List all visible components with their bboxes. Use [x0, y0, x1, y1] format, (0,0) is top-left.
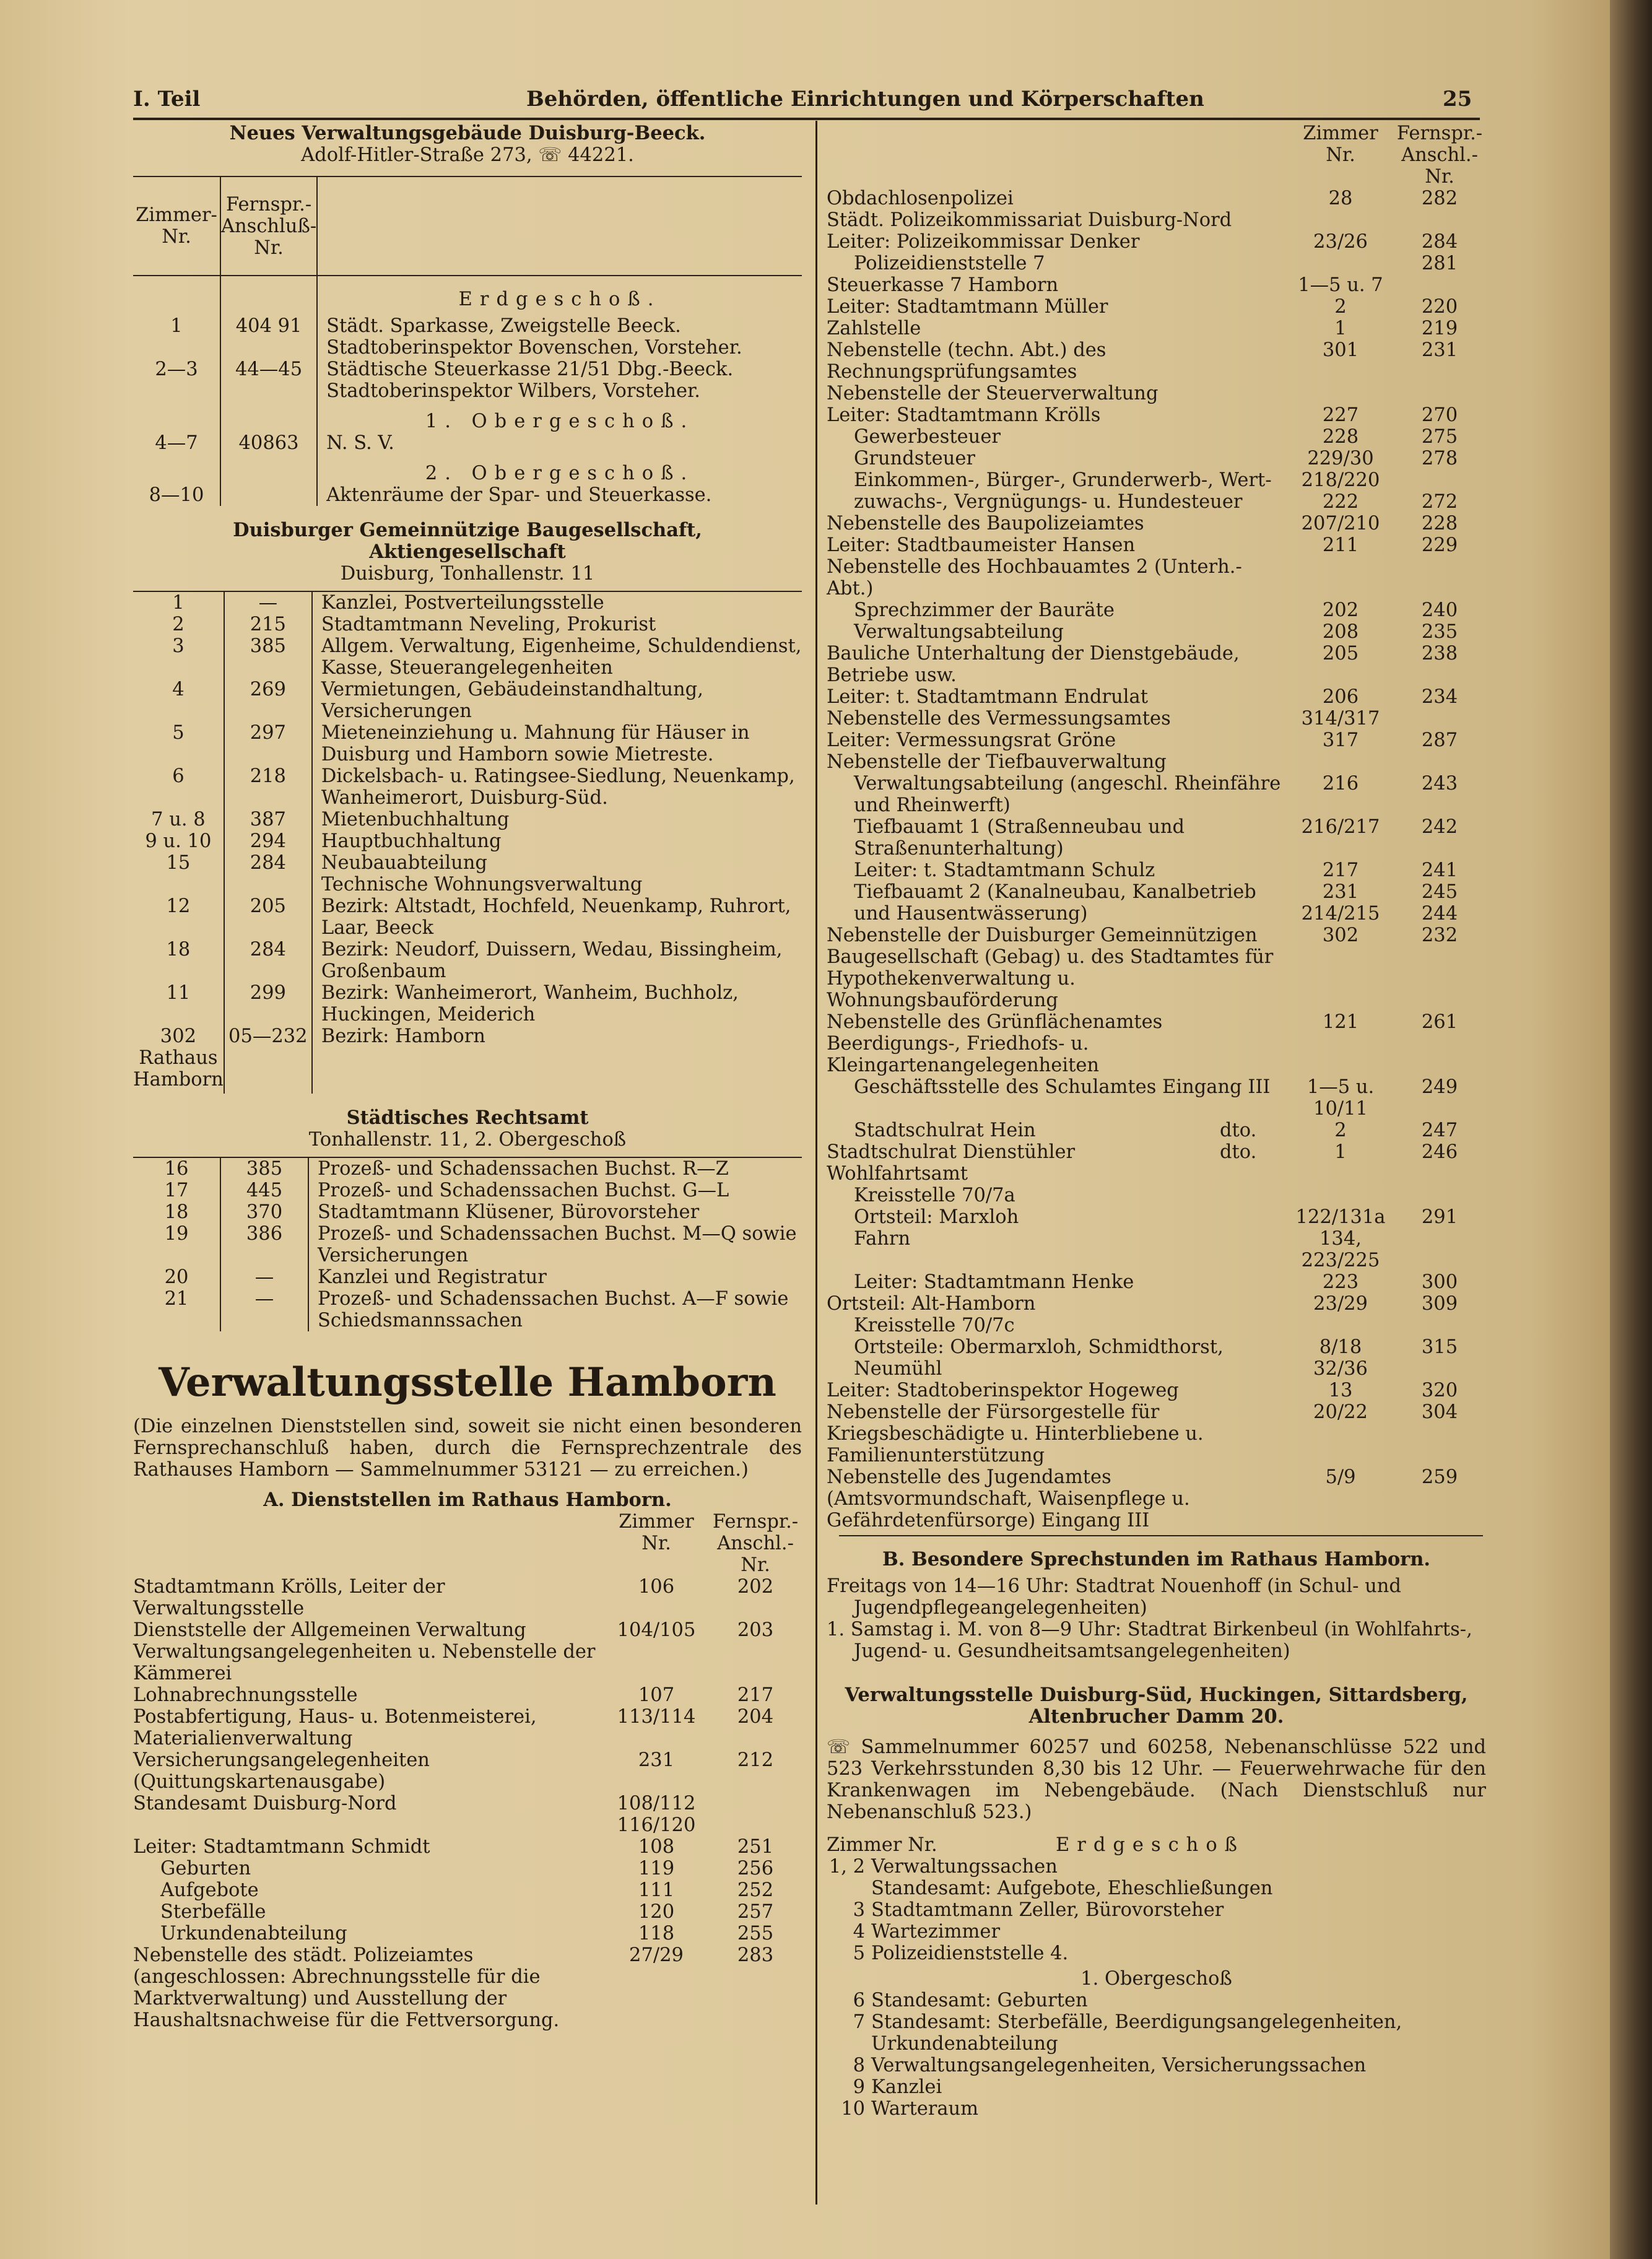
column-divider: [815, 121, 817, 2205]
list-item: Nebenstelle des Hochbauamtes 2 (Unterh.-Abt.): [827, 556, 1242, 599]
list-item: Kreisstelle 70/7a: [854, 1185, 1015, 1206]
table-row: 1 — Kanzlei, Postverteilungsstelle: [133, 591, 802, 614]
table-row: 2 215 Stadtamtmann Neveling, Prokurist: [133, 614, 802, 635]
sec4-col-zimmer: Zimmer Nr.: [619, 1511, 694, 1554]
list-item: Leiter: t. Stadtamtmann Schulz 217 241: [854, 860, 1458, 881]
sud-col-zimmer: Zimmer Nr.: [827, 1834, 937, 1856]
table-row: 4 269 Vermietungen, Gebäudeinstandhaltung, Versicherungen: [133, 679, 802, 722]
list-item: 6 Standesamt: Geburten: [853, 1990, 1088, 2011]
list-item: 4 Wartezimmer: [853, 1921, 1001, 1943]
sud-floor1: 1. Obergeschoß: [1080, 1968, 1232, 1990]
sec4-title: Verwaltungsstelle Hamborn: [159, 1359, 776, 1406]
list-item: Neumühl 32/36: [854, 1358, 1368, 1380]
table-row: 19 386 Prozeß- und Schadenssachen Buchst. M—Q sowie Versicherungen: [133, 1223, 802, 1266]
header-part: I. Teil: [133, 87, 201, 111]
list-item: Nebenstelle (techn. Abt.) des Rechnungsprüfungsamtes 301 231: [827, 339, 1458, 383]
list-item: Urkundenabteilung 118 255: [160, 1923, 774, 1944]
sec1-address: Adolf-Hitler-Straße 273, ☏ 44221.: [301, 144, 634, 166]
sec4-subtitle: A. Dienststellen im Rathaus Hamborn.: [263, 1489, 672, 1511]
table-row: 2—3 44—45 Städtische Steuerkasse 21/51 Dbg.-Beeck.: [133, 359, 802, 380]
b-title: B. Besondere Sprechstunden im Rathaus Hamborn.: [882, 1548, 1431, 1570]
section-rule: [839, 1535, 1483, 1536]
table-row: 6 218 Dickelsbach- u. Ratingsee-Siedlung, Neuenkamp, Wanheimerort, Duisburg-Süd.: [133, 765, 802, 809]
sec1-col-zimmer: Zimmer-Nr.: [133, 176, 220, 276]
list-item: Leiter: Stadtamtmann Schmidt 108 251: [133, 1836, 774, 1858]
header-title: Behörden, öffentliche Einrichtungen und Körperschaften: [526, 87, 1204, 111]
list-item: Grundsteuer 229/30 278: [854, 448, 1458, 469]
list-item: Leiter: Stadtoberinspektor Hogeweg 13 320: [827, 1380, 1458, 1401]
table-row: 3 385 Allgem. Verwaltung, Eigenheime, Schuldendienst, Kasse, Steuerangelegenheiten: [133, 635, 802, 679]
list-item: Lohnabrechnungsstelle 107 217: [133, 1684, 774, 1706]
list-item: Sprechzimmer der Bauräte 202 240: [854, 599, 1458, 621]
list-item: Dienststelle der Allgemeinen Verwaltung Verwaltungsangelegenheiten u. Nebenstelle der Kämmerei 104/105 203: [133, 1619, 774, 1684]
sec1-floor0: Erdgeschoß.: [458, 289, 661, 310]
sud-info: ☏ Sammelnummer 60257 und 60258, Nebenanschlüsse 522 und 523 Verkehrsstunden 8,30 bis 12 Uhr. — Feuerwehrwache für den Krankenwagen im Nebengebäude. (Nach Dienstschluß nur Nebenanschluß 523.): [827, 1736, 1486, 1823]
list-item: Verwaltungsabteilung 208 235: [854, 621, 1458, 643]
table-row: 1 404 91 Städt. Sparkasse, Zweigstelle Beeck.: [133, 315, 802, 337]
list-item: Leiter: Polizeikommissar Denker 23/26 284: [827, 231, 1458, 253]
list-item: Polizeidienststelle 7 281: [854, 253, 1458, 274]
left-column: [133, 123, 802, 2031]
table-row: 21 — Prozeß- und Schadenssachen Buchst. A—F sowie Schiedsmannssachen: [133, 1288, 802, 1331]
list-item: Nebenstelle des Jugendamtes (Amtsvormundschaft, Waisenpflege u. Gefährdetenfürsorge) Eingang III 5/9 259: [827, 1466, 1458, 1531]
list-item: Nebenstelle des städt. Polizeiamtes (angeschlossen: Abrechnungsstelle für die Marktverwaltung) und Ausstellung der Haushaltsnachweise für die Fettversorgung. 27/29 283: [133, 1944, 774, 2031]
list-item: Leiter: t. Stadtamtmann Endrulat 206 234: [827, 686, 1458, 708]
sec1-floor1: 1. Obergeschoß.: [425, 411, 695, 432]
list-item: 7 Standesamt: Sterbefälle, Beerdigungsangelegenheiten, Urkundenabteilung: [853, 2011, 1402, 2055]
list-item: Nebenstelle des Grünflächenamtes Beerdigungs-, Friedhofs- u. Kleingartenangelegenheiten 121 261: [827, 1011, 1458, 1076]
list-item: 10 Warteraum: [841, 2098, 979, 2120]
sec3-table: [133, 1157, 802, 1331]
list-item: Nebenstelle der Steuerverwaltung: [827, 383, 1159, 404]
list-item: Versicherungsangelegenheiten (Quittungskartenausgabe) 231 212: [133, 1749, 774, 1793]
list-item: Obdachlosenpolizei 28 282: [827, 188, 1458, 209]
b-item-1: Freitags von 14—16 Uhr: Stadtrat Nouenhoff (in Schul- und Jugendpflegeangelegenheiten): [827, 1575, 1401, 1619]
sec1-table: [133, 176, 802, 506]
list-item: und Hausentwässerung) 214/215 244: [854, 903, 1458, 925]
list-item: Standesamt Duisburg-Nord 108/112 116/120: [133, 1793, 696, 1836]
table-row: 16 385 Prozeß- und Schadenssachen Buchst. R—Z: [133, 1157, 802, 1180]
list-item: Leiter: Stadtamtmann Henke 223 300: [854, 1271, 1458, 1293]
table-row: 18 370 Stadtamtmann Klüsener, Bürovorsteher: [133, 1201, 802, 1223]
sud-title-1: Verwaltungsstelle Duisburg-Süd, Huckingen, Sittardsberg,: [845, 1684, 1468, 1706]
table-row: Stadtoberinspektor Wilbers, Vorsteher.: [133, 380, 802, 402]
list-item: Aufgebote 111 252: [160, 1879, 774, 1901]
sud-title-2: Altenbrucher Damm 20.: [1028, 1705, 1284, 1728]
header-rule: [133, 118, 1480, 120]
table-row: 9 u. 10 294 Hauptbuchhaltung: [133, 830, 802, 852]
right-list: [827, 188, 1486, 1531]
list-item: zuwachs-, Vergnügungs- u. Hundesteuer 222 272: [854, 491, 1458, 513]
table-row: Technische Wohnungsverwaltung: [133, 874, 802, 895]
list-item: Ortsteil: Marxloh 122/131a 291: [854, 1206, 1458, 1228]
sec1-floor2: 2. Obergeschoß.: [425, 463, 695, 484]
table-row: 11 299 Bezirk: Wanheimerort, Wanheim, Buchholz, Huckingen, Meiderich: [133, 982, 802, 1025]
list-item: 3 Stadtamtmann Zeller, Bürovorsteher: [853, 1899, 1224, 1921]
list-item: Ortsteile: Obermarxloh, Schmidthorst, 8/18 315: [854, 1336, 1458, 1358]
sec2-table: [133, 591, 802, 1094]
list-item: Nebenstelle der Fürsorgestelle für Kriegsbeschädigte u. Hinterbliebene u. Familienunterstützung 20/22 304: [827, 1401, 1458, 1466]
list-item: Standesamt: Aufgebote, Eheschließungen: [871, 1878, 1273, 1899]
sud-list-1: [827, 1990, 1486, 2120]
table-row: 12 205 Bezirk: Altstadt, Hochfeld, Neuenkamp, Ruhrort, Laar, Beeck: [133, 895, 802, 939]
sud-header: [827, 1834, 1486, 1856]
list-item: 5 Polizeidienststelle 4.: [853, 1943, 1069, 1964]
sud-floor0: Erdgeschoß: [1056, 1834, 1245, 1856]
table-row: 4—7 40863 N. S. V.: [133, 432, 802, 454]
list-item: Stadtschulrat Dienstühler dto. 1 246: [827, 1141, 1458, 1163]
list-item: Stadtamtmann Krölls, Leiter der Verwaltungsstelle 106 202: [133, 1576, 774, 1619]
right-col-headers: [827, 123, 1486, 188]
table-row: 5 297 Mieteneinziehung u. Mahnung für Häuser in Duisburg und Hamborn sowie Mietreste.: [133, 722, 802, 765]
list-item: Nebenstelle des Baupolizeiamtes 207/210 228: [827, 513, 1458, 534]
list-item: Einkommen-, Bürger-, Grunderwerb-, Wert- 218/220: [854, 469, 1380, 491]
sec4-list: [133, 1576, 802, 2031]
right-col-zimmer: Zimmer Nr.: [1303, 123, 1378, 166]
list-item: Steuerkasse 7 Hamborn 1—5 u. 7: [827, 274, 1383, 296]
right-col-fernspr: Fernspr.- Anschl.-Nr.: [1396, 123, 1483, 188]
sec3-address: Tonhallenstr. 11, 2. Obergeschoß: [308, 1129, 627, 1151]
list-item: 8 Verwaltungsangelegenheiten, Versicherungssachen: [853, 2055, 1367, 2076]
list-item: Zahlstelle 1 219: [827, 318, 1458, 339]
list-item: Nebenstelle der Duisburger Gemeinnützigen Baugesellschaft (Gebag) u. des Stadtamtes für Hypothekenverwaltung u. Wohnungsbauförderung 302 232: [827, 925, 1458, 1011]
sec4-col-headers: [133, 1511, 802, 1576]
list-item: Wohlfahrtsamt: [827, 1163, 968, 1185]
list-item: Leiter: Stadtamtmann Krölls 227 270: [827, 404, 1458, 426]
sec4-col-fernspr: Fernspr.- Anschl.-Nr.: [712, 1511, 799, 1576]
sec2-title: Duisburger Gemeinnützige Baugesellschaft, Aktiengesellschaft: [233, 519, 702, 563]
list-item: Geschäftsstelle des Schulamtes Eingang III 1—5 u. 10/11 249: [854, 1076, 1458, 1120]
list-item: Tiefbauamt 1 (Straßenneubau und Straßenunterhaltung) 216/217 242: [854, 816, 1458, 860]
book-edge: [1610, 0, 1652, 2259]
list-item: Leiter: Stadtbaumeister Hansen 211 229: [827, 534, 1458, 556]
table-row: 302 Rathaus Hamborn 05—232 Bezirk: Hamborn: [133, 1025, 802, 1094]
list-item: Städt. Polizeikommissariat Duisburg-Nord: [827, 209, 1232, 231]
right-column: [827, 123, 1486, 2120]
list-item: Sterbefälle 120 257: [160, 1901, 774, 1923]
list-item: Geburten 119 256: [160, 1858, 774, 1879]
table-row: Stadtoberinspektor Bovenschen, Vorsteher.: [133, 337, 802, 359]
list-item: Stadtschulrat Hein dto. 2 247: [854, 1120, 1458, 1141]
table-row: 18 284 Bezirk: Neudorf, Duissern, Wedau, Bissingheim, Großenbaum: [133, 939, 802, 982]
list-item: Leiter: Vermessungsrat Gröne 317 287: [827, 729, 1458, 751]
list-item: Gewerbesteuer 228 275: [854, 426, 1458, 448]
list-item: Fahrn 134, 223/225: [854, 1228, 1380, 1271]
table-row: 7 u. 8 387 Mietenbuchhaltung: [133, 809, 802, 830]
list-item: Nebenstelle des Vermessungsamtes 314/317: [827, 708, 1380, 729]
b-item-2: 1. Samstag i. M. von 8—9 Uhr: Stadtrat Birkenbeul (in Wohlfahrts-, Jugend- u. Gesundheitsamtsangelegenheiten): [827, 1619, 1472, 1662]
list-item: 9 Kanzlei: [853, 2076, 942, 2098]
sud-list-0: [827, 1856, 1486, 1964]
list-item: Ortsteil: Alt-Hamborn 23/29 309: [827, 1293, 1458, 1315]
sec3-title: Städtisches Rechtsamt: [346, 1107, 589, 1129]
list-item: 1, 2 Verwaltungssachen: [828, 1856, 1058, 1878]
sec2-address: Duisburg, Tonhallenstr. 11: [340, 563, 595, 585]
page-number: 25: [1443, 87, 1472, 111]
sec1-title: Neues Verwaltungsgebäude Duisburg-Beeck.: [229, 122, 706, 144]
table-row: 20 — Kanzlei und Registratur: [133, 1266, 802, 1288]
list-item: Nebenstelle der Tiefbauverwaltung: [827, 751, 1167, 773]
list-item: Postabfertigung, Haus- u. Botenmeisterei, Materialienverwaltung 113/114 204: [133, 1706, 774, 1749]
sec1-col-fernspr: Fernspr.-Anschluß-Nr.: [220, 176, 317, 276]
table-row: 8—10 Aktenräume der Spar- und Steuerkasse.: [133, 484, 802, 506]
list-item: Tiefbauamt 2 (Kanalneubau, Kanalbetrieb 231 245: [854, 881, 1458, 903]
list-item: Verwaltungsabteilung (angeschl. Rheinfähre und Rheinwerft) 216 243: [854, 773, 1458, 816]
table-row: 17 445 Prozeß- und Schadenssachen Buchst. G—L: [133, 1180, 802, 1201]
table-row: 15 284 Neubauabteilung: [133, 852, 802, 874]
sec4-intro: (Die einzelnen Dienststellen sind, soweit sie nicht einen besonderen Fernsprechanschluß haben, durch die Fernsprechzentrale des Rathauses Hamborn — Sammelnummer 53121 — zu erreichen.): [133, 1416, 802, 1481]
list-item: Kreisstelle 70/7c: [854, 1315, 1015, 1336]
list-item: Bauliche Unterhaltung der Dienstgebäude, Betriebe usw. 205 238: [827, 643, 1458, 686]
list-item: Leiter: Stadtamtmann Müller 2 220: [827, 296, 1458, 318]
